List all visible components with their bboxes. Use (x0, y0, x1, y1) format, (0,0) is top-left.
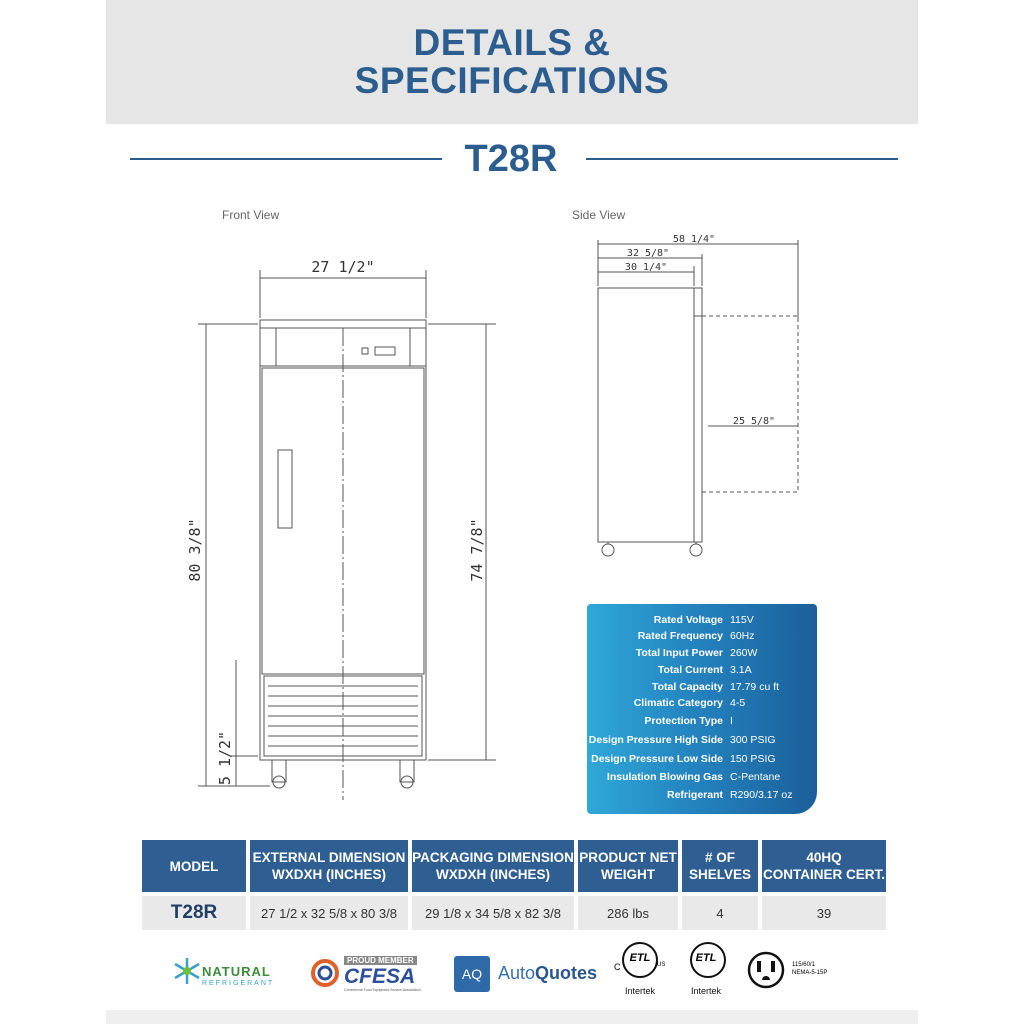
spec-row (587, 753, 817, 769)
cfesa-swirl-icon (310, 958, 340, 988)
title-line-1: DETAILS & (413, 22, 611, 63)
nema-line-2: NEMA-5-15P (792, 970, 828, 976)
aq-name-part: Quotes (535, 963, 598, 983)
table-cell-shelves: 4 (682, 896, 758, 930)
spec-row (587, 664, 817, 680)
certification-logos (106, 940, 918, 1010)
side-depth-dim: 32 5/8" (626, 248, 670, 259)
spec-row (587, 647, 817, 663)
spec-value: 115V (730, 614, 754, 626)
header-text: WEIGHT (601, 867, 655, 882)
spec-row (587, 734, 817, 750)
header-text: CONTAINER CERT. (762, 867, 885, 882)
etl-mark-text: ETL (695, 952, 717, 964)
footer-band (106, 1010, 918, 1024)
etl-logo-cus (614, 942, 666, 1004)
spec-label: Climatic Category (633, 697, 723, 709)
spec-label: Design Pressure Low Side (591, 753, 723, 765)
spec-row (587, 681, 817, 697)
aq-name-part: Auto (498, 963, 536, 983)
side-view-drawing (590, 230, 810, 570)
cfesa-name: CFESA (344, 965, 416, 988)
title-line-2: SPECIFICATIONS (354, 60, 670, 101)
spec-row (587, 697, 817, 713)
header-text: EXTERNAL DIMENSION (252, 850, 406, 865)
title-rule-left (130, 158, 442, 160)
spec-label: Refrigerant (666, 789, 723, 801)
table-header-weight (578, 840, 678, 892)
spec-label: Total Input Power (635, 647, 723, 659)
spec-label: Protection Type (644, 715, 723, 727)
spec-row (587, 789, 817, 805)
header-text: SHELVES (688, 867, 751, 882)
table-header-model (142, 840, 246, 892)
front-view-drawing (186, 230, 516, 810)
header-text: WXDXH (INCHES) (272, 867, 386, 882)
table-cell-external: 27 1/2 x 32 5/8 x 80 3/8 (250, 896, 408, 930)
cfesa-logo (310, 952, 442, 996)
spec-row (587, 715, 817, 731)
front-width-dim: 27 1/2" (311, 258, 375, 276)
spec-row (587, 630, 817, 646)
refrigerant-text: REFRIGERANT (202, 980, 275, 987)
header-text: # OF (704, 850, 735, 865)
table-cell-packaging: 29 1/8 x 34 5/8 x 82 3/8 (412, 896, 574, 930)
page-title (106, 24, 918, 100)
side-total-depth-dim: 58 1/4" (672, 234, 716, 245)
spec-value: R290/3.17 oz (730, 789, 793, 801)
cfesa-top-text: PROUD MEMBER (344, 956, 417, 965)
snowflake-icon (172, 956, 202, 986)
header-text: 40HQ (806, 850, 842, 865)
etl-c-text: C (614, 962, 621, 972)
autoquotes-wordmark (498, 963, 597, 984)
front-cabinet-height-dim: 74 7/8" (468, 518, 486, 582)
spec-label: Total Current (657, 664, 723, 676)
etl-us-text: US (657, 962, 666, 968)
front-height-dim: 80 3/8" (186, 518, 204, 582)
spec-label: Insulation Blowing Gas (606, 771, 723, 783)
etl-logo (680, 942, 732, 1004)
intertek-text: Intertek (624, 986, 655, 996)
spec-row (587, 614, 817, 630)
side-door-swing-dim: 25 5/8" (732, 416, 776, 427)
spec-label: Rated Frequency (637, 630, 723, 642)
spec-value: 260W (730, 647, 758, 659)
spec-value: 300 PSIG (730, 734, 776, 746)
header-text: PACKAGING DIMENSION (412, 850, 574, 865)
spec-row (587, 771, 817, 787)
spec-value: I (730, 715, 733, 727)
table-header-shelves (682, 840, 758, 892)
side-body-depth-dim: 30 1/4" (624, 262, 668, 273)
header-text: MODEL (169, 858, 219, 874)
spec-value: 17.79 cu ft (730, 681, 780, 693)
nema-plug-icon (746, 950, 786, 990)
table-header-external (250, 840, 408, 892)
spec-label: Design Pressure High Side (588, 734, 723, 746)
spec-label: Total Capacity (652, 681, 723, 693)
header-band (106, 0, 918, 124)
aq-badge: AQ (454, 956, 490, 992)
spec-value: 4-5 (730, 697, 746, 709)
cfesa-sub-text: Commercial Food Equipment Service Association (344, 988, 421, 992)
model-title: T28R (464, 138, 558, 180)
spec-panel (587, 604, 817, 814)
table-cell-container: 39 (762, 896, 886, 930)
title-rule-right (586, 158, 898, 160)
spec-value: 150 PSIG (730, 753, 776, 765)
spec-value: 3.1A (730, 664, 752, 676)
natural-text: NATURAL (202, 964, 271, 979)
spec-value: C-Pentane (730, 771, 781, 783)
table-header-packaging (412, 840, 574, 892)
table-cell-weight: 286 lbs (578, 896, 678, 930)
front-view-label: Front View (222, 208, 280, 222)
intertek-text: Intertek (690, 986, 721, 996)
spec-value: 60Hz (730, 630, 755, 642)
front-base-height-dim: 5 1/2" (216, 730, 234, 786)
spec-sheet (106, 0, 918, 1024)
etl-mark-text: ETL (629, 952, 651, 964)
header-text: WXDXH (INCHES) (436, 867, 550, 882)
header-text: PRODUCT NET (579, 850, 677, 865)
natural-refrigerant-logo (172, 954, 302, 994)
side-view-label: Side View (572, 208, 626, 222)
spec-label: Rated Voltage (653, 614, 723, 626)
autoquotes-logo (454, 956, 606, 992)
nema-plug-logo (746, 950, 856, 992)
nema-line-1: 115/60/1 (792, 962, 815, 968)
table-cell-model: T28R (142, 896, 246, 930)
table-header-container (762, 840, 886, 892)
